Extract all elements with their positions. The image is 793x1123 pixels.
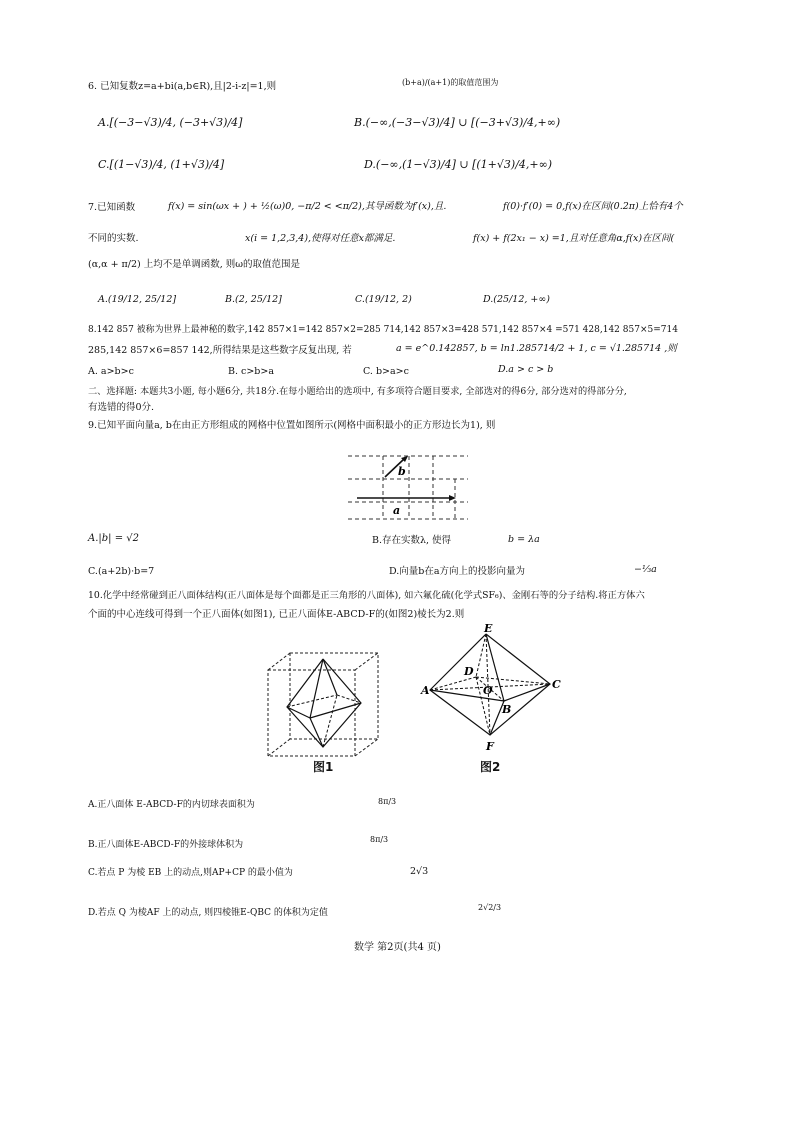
q10-option-a-value: 8π/3 bbox=[378, 797, 397, 806]
q9-option-d-expr: −⅓a bbox=[634, 564, 657, 575]
q10-option-b-text: B.正八面体E-ABCD-F的外接球体积为 bbox=[88, 840, 244, 850]
q9-option-d-text: D.向量b在a方向上的投影向量为 bbox=[389, 566, 526, 577]
q10-label-e: E bbox=[484, 622, 493, 635]
q10-option-d-text: D.若点 Q 为棱AF 上的动点, 则四棱锥E-QBC 的体积为定值 bbox=[88, 908, 328, 918]
q10-label-c: C bbox=[552, 678, 561, 691]
q8-option-b: B. c>b>a bbox=[228, 366, 275, 377]
q6-stem: 6. 已知复数z=a+bi(a,b∈R),且|2-i-z|=1,则 bbox=[88, 81, 277, 92]
q10-label-b: B bbox=[502, 703, 512, 716]
page-footer: 数学 第2页(共4 页) bbox=[354, 942, 441, 953]
q10-label-d: D bbox=[464, 665, 474, 678]
q10-option-d-value: 2√2/3 bbox=[478, 903, 502, 912]
q8-option-a: A. a>b>c bbox=[88, 366, 134, 377]
q10-option-a-text: A.正八面体 E-ABCD-F的内切球表面积为 bbox=[88, 800, 255, 810]
q9-option-b-expr: b = λa bbox=[508, 534, 540, 545]
q8-line1: 8.142 857 被称为世界上最神秘的数字,142 857×1=142 857×2=285 714,142 857×3=428 571,142 857×4 =571 428,142 857×5=714 bbox=[88, 325, 678, 335]
q9-label-b: b bbox=[398, 465, 406, 478]
q9-option-b-text: B.存在实数λ, 使得 bbox=[372, 535, 452, 546]
q10-label-o: O bbox=[483, 684, 493, 697]
q8-line2-b: a = e^0.142857, b = ln1.285714/2 + 1, c = √1.285714 ,则 bbox=[396, 343, 677, 354]
q10-label-f: F bbox=[486, 740, 494, 753]
q10-option-b-value: 8π/3 bbox=[370, 835, 389, 844]
q9-stem: 9.已知平面向量a, b在由正方形组成的网格中位置如图所示(网格中面积最小的正方形边长为1), 则 bbox=[88, 420, 496, 431]
q6-option-b: B.(−∞,(−3−√3)/4] ∪ [(−3+√3)/4,+∞) bbox=[354, 116, 561, 129]
q10-line1: 10.化学中经常碰到正八面体结构(正八面体是每个面都是正三角形的八面体), 如六氟化硫(化学式SF₆)、金刚石等的分子结构.将正方体六 bbox=[88, 590, 645, 601]
q7-line2-a: 不同的实数. bbox=[88, 233, 139, 244]
q9-vector-grid-figure bbox=[343, 448, 473, 524]
q7-line3: (α,α + π/2) 上均不是单调函数, 则ω的取值范围是 bbox=[88, 259, 301, 270]
q7-option-a: A.(19/12, 25/12] bbox=[98, 294, 177, 305]
q8-option-d: D.a > c > b bbox=[498, 364, 554, 375]
q6-option-a: A.[(−3−√3)/4, (−3+√3)/4] bbox=[98, 116, 243, 129]
q7-line1-c: f(0)·f′(0) = 0,f(x)在区间(0.2π)上恰有4个 bbox=[503, 201, 683, 212]
q8-option-c: C. b>a>c bbox=[363, 366, 409, 377]
q9-option-a: A.|b| = √2 bbox=[88, 533, 140, 544]
q7-option-d: D.(25/12, +∞) bbox=[483, 294, 551, 305]
q6-option-c: C.[(1−√3)/4, (1+√3)/4] bbox=[98, 158, 225, 171]
q10-label-a: A bbox=[421, 684, 430, 697]
q10-figure-1-cube-octahedron bbox=[262, 645, 387, 775]
section2-line1: 二、选择题: 本题共3小题, 每小题6分, 共18分.在每小题给出的选项中, 有多项符合题目要求, 全部选对的得6分, 部分选对的得部分分, bbox=[88, 386, 627, 397]
q10-figure-2-octahedron bbox=[418, 622, 568, 757]
q7-option-c: C.(19/12, 2) bbox=[355, 294, 412, 305]
q9-option-c: C.(a+2b)·b=7 bbox=[88, 566, 155, 577]
q7-line2-c: f(x) + f(2x₁ − x) =1,且对任意角α,f(x)在区间( bbox=[473, 233, 675, 244]
q10-line2: 个面的中心连线可得到一个正八面体(如图1), 已正八面体E-ABCD-F的(如图2)棱长为2.则 bbox=[88, 609, 465, 620]
q8-line2-a: 285,142 857×6=857 142,所得结果是这些数字反复出现, 若 bbox=[88, 345, 352, 356]
q10-option-c-text: C.若点 P 为棱 EB 上的动点,则AP+CP 的最小值为 bbox=[88, 868, 293, 878]
q6-stem-expr: (b+a)/(a+1)的取值范围为 bbox=[402, 78, 499, 87]
q10-option-c-value: 2√3 bbox=[410, 866, 429, 877]
section2-line2: 有选错的得0分. bbox=[88, 402, 155, 413]
q9-label-a: a bbox=[393, 504, 401, 517]
q7-line2-b: x(i = 1,2,3,4),使得对任意x都满足. bbox=[245, 233, 396, 244]
q10-figure-2-caption: 图2 bbox=[480, 760, 501, 774]
q7-line1-b: f(x) = sin(ωx + ) + ½(ω)0, −π/2 < <π/2),其导函数为f′(x),且. bbox=[168, 201, 447, 212]
q6-option-d: D.(−∞,(1−√3)/4] ∪ [(1+√3)/4,+∞) bbox=[364, 158, 553, 171]
q10-figure-1-caption: 图1 bbox=[313, 760, 334, 774]
q7-option-b: B.(2, 25/12] bbox=[225, 294, 282, 305]
q7-line1-a: 7.已知函数 bbox=[88, 202, 136, 213]
